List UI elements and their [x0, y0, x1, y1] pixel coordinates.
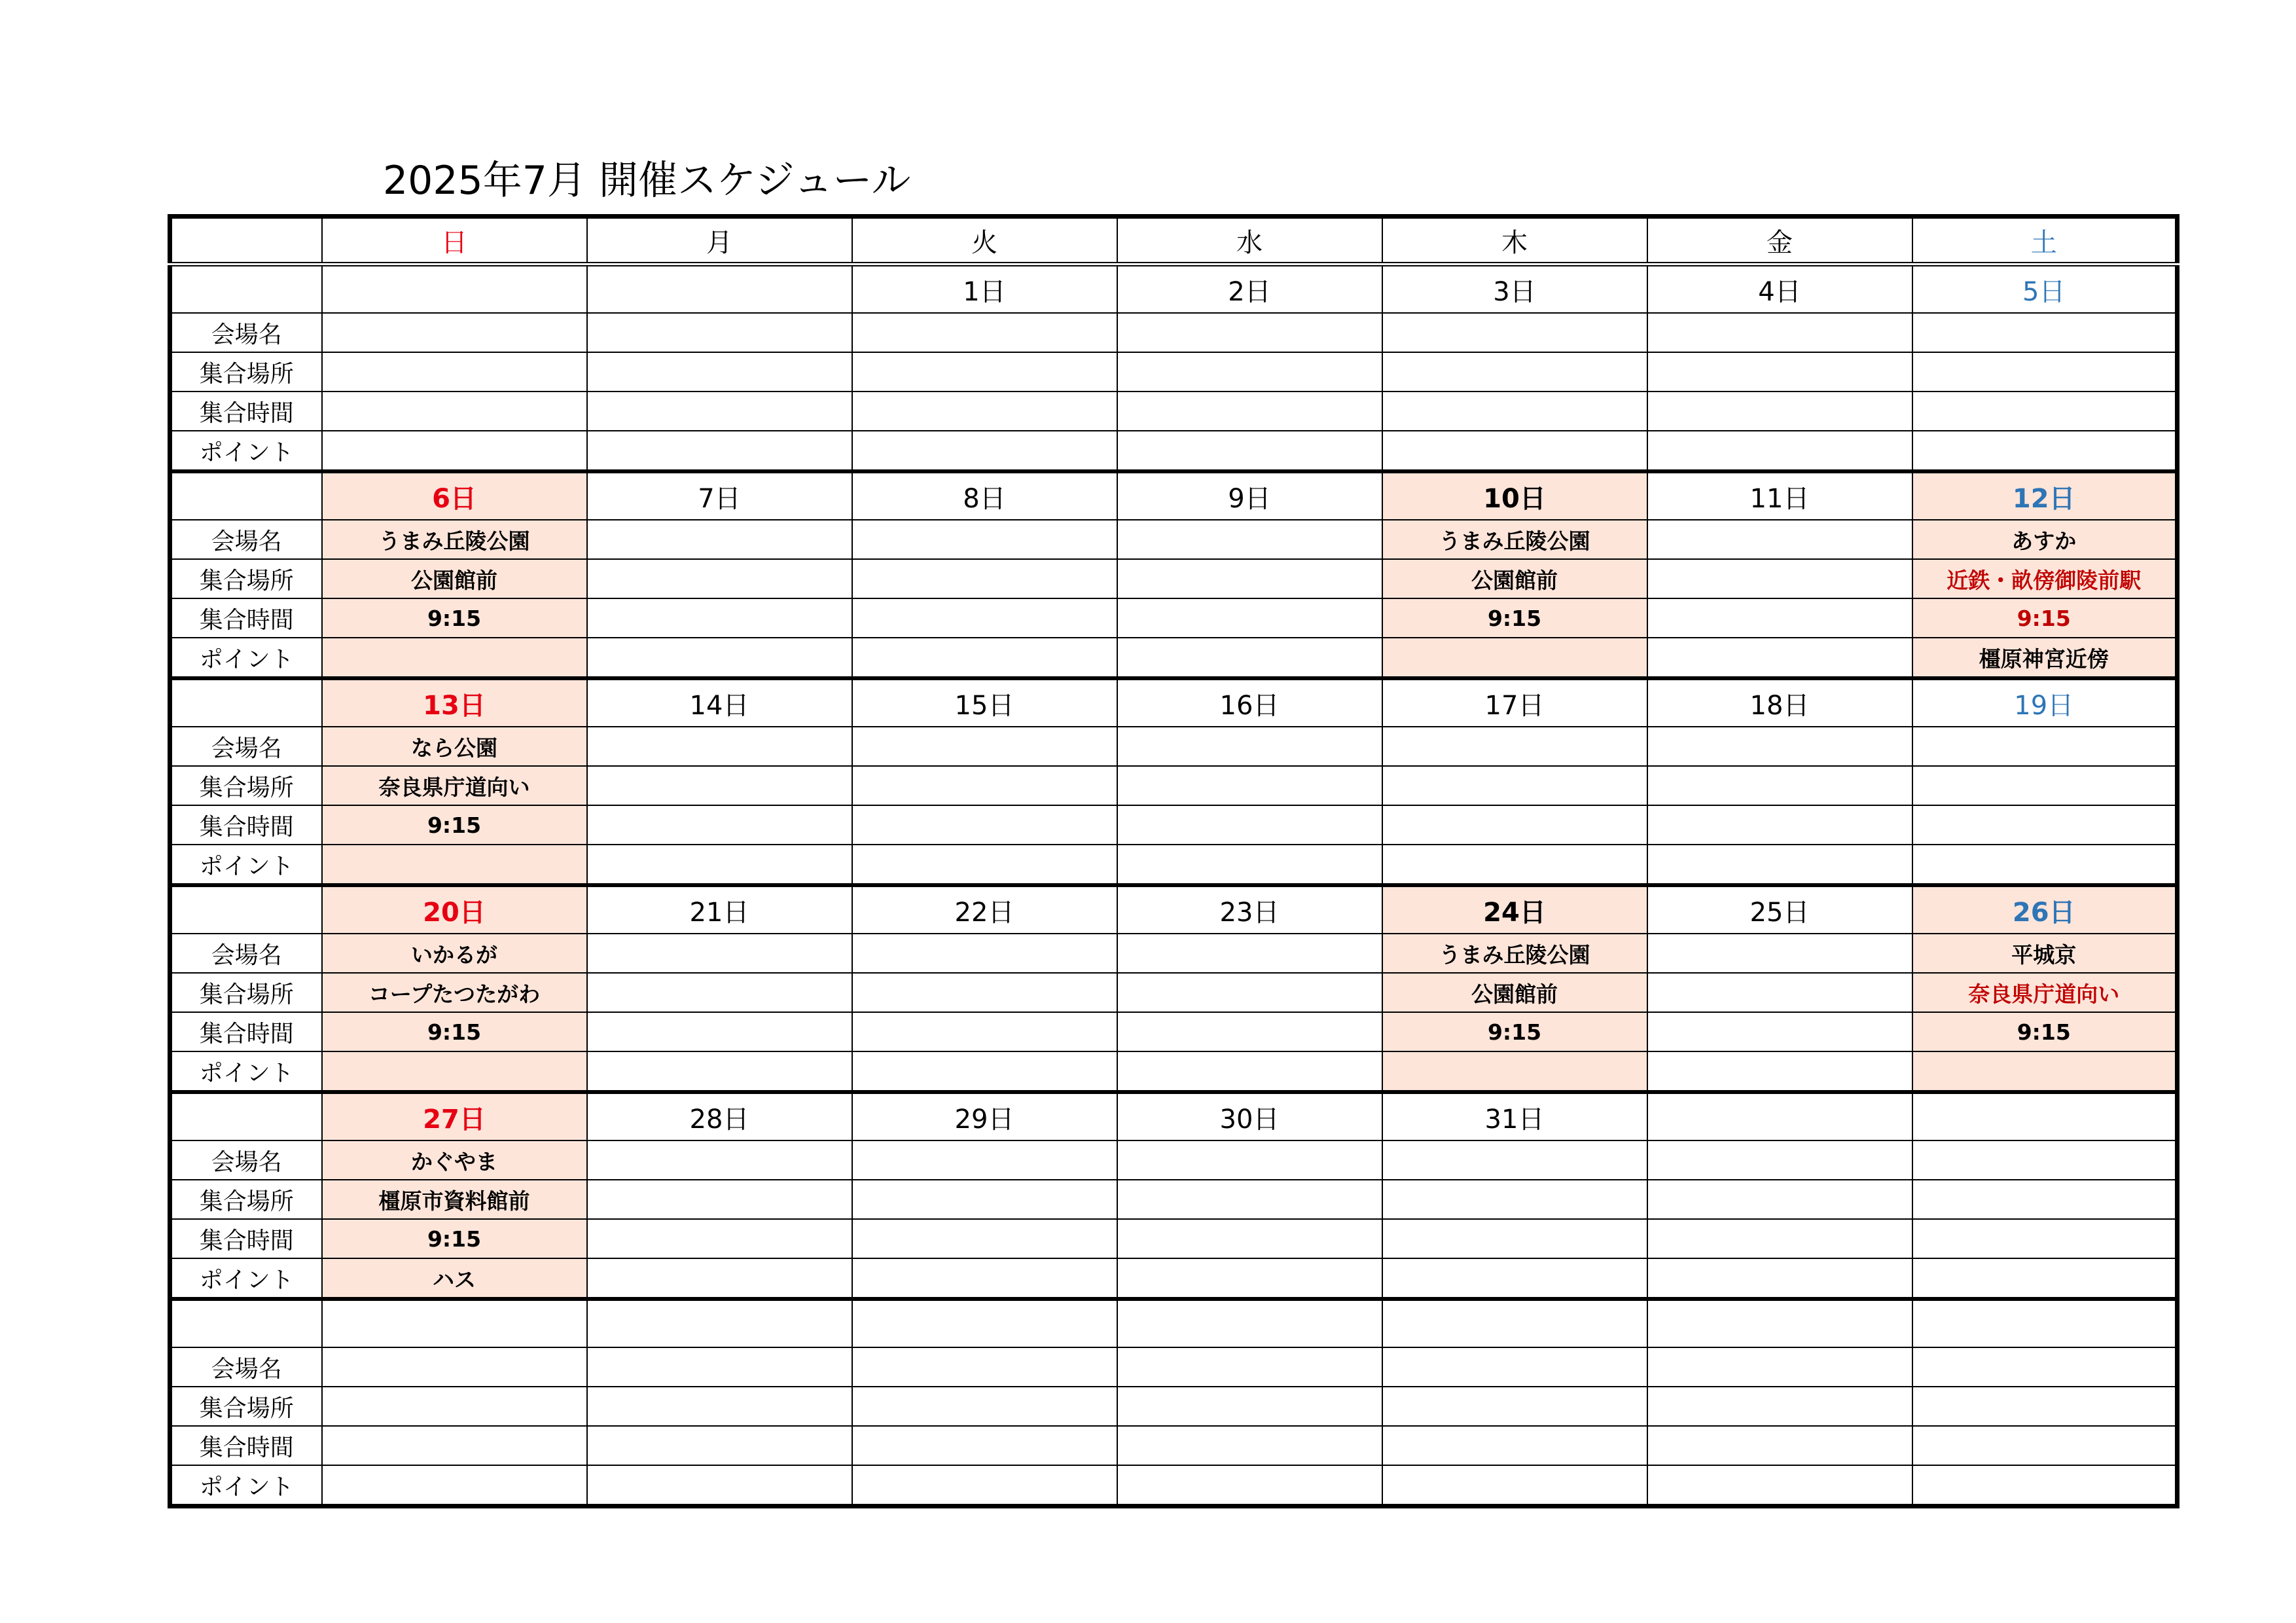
date-cell: 23日: [1117, 885, 1382, 934]
weekday-monday: 月: [587, 217, 852, 264]
row-label-point: ポイント: [170, 638, 322, 678]
venue-cell: [1912, 727, 2178, 766]
point-cell: [852, 1258, 1117, 1299]
meeting-place-cell: [1647, 559, 1912, 598]
meeting-time-cell: 9:15: [322, 1219, 587, 1258]
date-cell: [1912, 1299, 2178, 1347]
row-label-venue: 会場名: [170, 727, 322, 766]
info-row-venue: [170, 1347, 2178, 1387]
row-label-meeting-time: 集合時間: [170, 598, 322, 638]
date-cell: [1912, 1092, 2178, 1140]
point-cell: [1912, 845, 2178, 885]
week-label-cell: [170, 471, 322, 520]
meeting-place-cell: [322, 352, 587, 392]
point-cell: [1117, 638, 1382, 678]
date-cell: 21日: [587, 885, 852, 934]
venue-cell: [1647, 520, 1912, 559]
point-cell: [1382, 845, 1647, 885]
point-cell: [1117, 431, 1382, 471]
meeting-place-cell: [1117, 1180, 1382, 1219]
row-label-meeting-time: 集合時間: [170, 805, 322, 845]
venue-cell: [1117, 727, 1382, 766]
meeting-time-cell: [1117, 805, 1382, 845]
meeting-place-cell: [587, 1387, 852, 1426]
venue-cell: あすか: [1912, 520, 2178, 559]
page-title: 2025年7月 開催スケジュール: [383, 158, 911, 204]
meeting-place-cell: 公園館前: [322, 559, 587, 598]
row-label-point: ポイント: [170, 1465, 322, 1506]
venue-cell: [587, 520, 852, 559]
info-row-meeting-place: [170, 766, 2178, 805]
meeting-place-cell: [852, 766, 1117, 805]
meeting-place-cell: [852, 352, 1117, 392]
date-cell: [322, 1299, 587, 1347]
point-cell: [1382, 638, 1647, 678]
meeting-place-cell: [1647, 1180, 1912, 1219]
info-row-point: [170, 845, 2178, 885]
row-label-venue: 会場名: [170, 1347, 322, 1387]
point-cell: [322, 431, 587, 471]
meeting-place-cell: [1382, 766, 1647, 805]
weekday-wednesday: 水: [1117, 217, 1382, 264]
info-row-venue: [170, 1140, 2178, 1180]
meeting-place-cell: [587, 766, 852, 805]
point-cell: [852, 1465, 1117, 1506]
point-cell: ハス: [322, 1258, 587, 1299]
venue-cell: うまみ丘陵公園: [1382, 520, 1647, 559]
venue-cell: [322, 313, 587, 352]
venue-cell: [852, 727, 1117, 766]
point-cell: [322, 1051, 587, 1092]
point-cell: [1382, 431, 1647, 471]
meeting-time-cell: [1647, 805, 1912, 845]
date-cell: 17日: [1382, 678, 1647, 727]
point-cell: [1647, 1465, 1912, 1506]
info-row-meeting-time: [170, 1219, 2178, 1258]
point-cell: [1117, 1465, 1382, 1506]
meeting-place-cell: [1912, 352, 2178, 392]
weekday-friday: 金: [1647, 217, 1912, 264]
row-label-meeting-time: 集合時間: [170, 1426, 322, 1465]
weekday-header-row: [170, 217, 2178, 264]
row-label-meeting-place: 集合場所: [170, 766, 322, 805]
venue-cell: [1382, 1140, 1647, 1180]
info-row-meeting-place: [170, 1180, 2178, 1219]
point-cell: [587, 431, 852, 471]
meeting-time-cell: [1912, 1219, 2178, 1258]
week-label-cell: [170, 885, 322, 934]
point-cell: [1382, 1258, 1647, 1299]
date-cell: 5日: [1912, 264, 2178, 314]
point-cell: [1647, 1258, 1912, 1299]
weekday-saturday: 土: [1912, 217, 2178, 264]
meeting-place-cell: [1117, 352, 1382, 392]
weekday-sunday: 日: [322, 217, 587, 264]
meeting-time-cell: [852, 392, 1117, 431]
week-date-row: [170, 1092, 2178, 1140]
week-date-row: [170, 264, 2178, 314]
meeting-place-cell: [1382, 1387, 1647, 1426]
point-cell: [322, 845, 587, 885]
venue-cell: うまみ丘陵公園: [1382, 934, 1647, 973]
meeting-time-cell: [1382, 392, 1647, 431]
meeting-time-cell: [852, 805, 1117, 845]
date-cell: [1117, 1299, 1382, 1347]
point-cell: [587, 1051, 852, 1092]
row-label-meeting-place: 集合場所: [170, 559, 322, 598]
meeting-time-cell: [322, 392, 587, 431]
row-label-venue: 会場名: [170, 934, 322, 973]
date-cell: [1647, 1299, 1912, 1347]
point-cell: [1647, 431, 1912, 471]
venue-cell: [1647, 1347, 1912, 1387]
row-label-meeting-place: 集合場所: [170, 352, 322, 392]
point-cell: [1912, 431, 2178, 471]
date-cell: [1647, 1092, 1912, 1140]
meeting-time-cell: [1117, 392, 1382, 431]
meeting-time-cell: 9:15: [322, 598, 587, 638]
venue-cell: [587, 1140, 852, 1180]
row-label-venue: 会場名: [170, 313, 322, 352]
meeting-place-cell: [587, 1180, 852, 1219]
meeting-place-cell: [1117, 766, 1382, 805]
date-cell: 3日: [1382, 264, 1647, 314]
meeting-time-cell: [1117, 1219, 1382, 1258]
point-cell: [1117, 1258, 1382, 1299]
date-cell: 22日: [852, 885, 1117, 934]
meeting-place-cell: [1647, 352, 1912, 392]
venue-cell: [1117, 1347, 1382, 1387]
info-row-meeting-place: [170, 352, 2178, 392]
date-cell: 9日: [1117, 471, 1382, 520]
point-cell: [852, 638, 1117, 678]
meeting-place-cell: 公園館前: [1382, 559, 1647, 598]
week-date-row: [170, 885, 2178, 934]
meeting-place-cell: [852, 1180, 1117, 1219]
venue-cell: [1382, 727, 1647, 766]
week-label-cell: [170, 1092, 322, 1140]
date-cell: 28日: [587, 1092, 852, 1140]
point-cell: [1117, 1051, 1382, 1092]
point-cell: 橿原神宮近傍: [1912, 638, 2178, 678]
date-cell: 25日: [1647, 885, 1912, 934]
point-cell: [1647, 1051, 1912, 1092]
point-cell: [1912, 1051, 2178, 1092]
date-cell: 15日: [852, 678, 1117, 727]
row-label-point: ポイント: [170, 845, 322, 885]
meeting-time-cell: [1912, 1426, 2178, 1465]
week-date-row: [170, 678, 2178, 727]
info-row-venue: [170, 727, 2178, 766]
row-label-venue: 会場名: [170, 520, 322, 559]
info-row-meeting-time: [170, 1012, 2178, 1051]
meeting-time-cell: 9:15: [1912, 598, 2178, 638]
week-label-cell: [170, 678, 322, 727]
date-cell: 12日: [1912, 471, 2178, 520]
meeting-time-cell: [1647, 1426, 1912, 1465]
meeting-time-cell: [587, 392, 852, 431]
info-row-point: [170, 431, 2178, 471]
meeting-place-cell: 奈良県庁道向い: [1912, 973, 2178, 1012]
venue-cell: [587, 727, 852, 766]
info-row-point: [170, 1465, 2178, 1506]
venue-cell: [1912, 313, 2178, 352]
venue-cell: [322, 1347, 587, 1387]
meeting-time-cell: [587, 1426, 852, 1465]
point-cell: [587, 1258, 852, 1299]
meeting-place-cell: [322, 1387, 587, 1426]
venue-cell: いかるが: [322, 934, 587, 973]
info-row-meeting-place: [170, 559, 2178, 598]
date-cell: 1日: [852, 264, 1117, 314]
date-cell: 31日: [1382, 1092, 1647, 1140]
header-corner-cell: [170, 217, 322, 264]
meeting-time-cell: 9:15: [322, 805, 587, 845]
venue-cell: [852, 934, 1117, 973]
meeting-time-cell: [852, 1426, 1117, 1465]
venue-cell: [1117, 313, 1382, 352]
venue-cell: [587, 934, 852, 973]
date-cell: 8日: [852, 471, 1117, 520]
meeting-place-cell: [1382, 352, 1647, 392]
point-cell: [1912, 1465, 2178, 1506]
date-cell: 6日: [322, 471, 587, 520]
point-cell: [852, 431, 1117, 471]
point-cell: [852, 845, 1117, 885]
point-cell: [1382, 1051, 1647, 1092]
date-cell: [852, 1299, 1117, 1347]
meeting-time-cell: [852, 1219, 1117, 1258]
row-label-meeting-time: 集合時間: [170, 392, 322, 431]
venue-cell: 平城京: [1912, 934, 2178, 973]
info-row-meeting-time: [170, 392, 2178, 431]
meeting-place-cell: [1382, 1180, 1647, 1219]
meeting-time-cell: 9:15: [1912, 1012, 2178, 1051]
row-label-meeting-time: 集合時間: [170, 1219, 322, 1258]
meeting-time-cell: 9:15: [322, 1012, 587, 1051]
meeting-time-cell: [1912, 805, 2178, 845]
meeting-place-cell: 奈良県庁道向い: [322, 766, 587, 805]
venue-cell: [1117, 520, 1382, 559]
point-cell: [587, 1465, 852, 1506]
meeting-place-cell: [1117, 1387, 1382, 1426]
venue-cell: [1647, 727, 1912, 766]
venue-cell: かぐやま: [322, 1140, 587, 1180]
row-label-venue: 会場名: [170, 1140, 322, 1180]
info-row-point: [170, 638, 2178, 678]
meeting-place-cell: [852, 1387, 1117, 1426]
date-cell: 20日: [322, 885, 587, 934]
venue-cell: [1382, 1347, 1647, 1387]
date-cell: 10日: [1382, 471, 1647, 520]
meeting-time-cell: [1647, 1012, 1912, 1051]
meeting-time-cell: [852, 1012, 1117, 1051]
venue-cell: [1912, 1140, 2178, 1180]
meeting-time-cell: [587, 805, 852, 845]
meeting-place-cell: [1912, 1180, 2178, 1219]
venue-cell: [852, 1347, 1117, 1387]
meeting-time-cell: [1117, 1012, 1382, 1051]
info-row-point: [170, 1258, 2178, 1299]
meeting-time-cell: [1382, 1219, 1647, 1258]
meeting-place-cell: [587, 559, 852, 598]
venue-cell: [1647, 313, 1912, 352]
info-row-point: [170, 1051, 2178, 1092]
meeting-place-cell: [1117, 973, 1382, 1012]
venue-cell: [1117, 1140, 1382, 1180]
meeting-place-cell: [1117, 559, 1382, 598]
meeting-time-cell: 9:15: [1382, 598, 1647, 638]
meeting-place-cell: [1647, 1387, 1912, 1426]
date-cell: 4日: [1647, 264, 1912, 314]
meeting-place-cell: [1912, 1387, 2178, 1426]
point-cell: [587, 638, 852, 678]
meeting-time-cell: 9:15: [1382, 1012, 1647, 1051]
row-label-point: ポイント: [170, 1051, 322, 1092]
date-cell: 19日: [1912, 678, 2178, 727]
meeting-time-cell: [587, 1219, 852, 1258]
point-cell: [1382, 1465, 1647, 1506]
venue-cell: [587, 1347, 852, 1387]
meeting-time-cell: [1382, 1426, 1647, 1465]
row-label-meeting-time: 集合時間: [170, 1012, 322, 1051]
date-cell: 14日: [587, 678, 852, 727]
venue-cell: うまみ丘陵公園: [322, 520, 587, 559]
info-row-meeting-time: [170, 598, 2178, 638]
venue-cell: [1912, 1347, 2178, 1387]
meeting-place-cell: [852, 973, 1117, 1012]
meeting-time-cell: [1117, 598, 1382, 638]
date-cell: 13日: [322, 678, 587, 727]
meeting-place-cell: コープたつたがわ: [322, 973, 587, 1012]
week-label-cell: [170, 264, 322, 314]
date-cell: [587, 264, 852, 314]
info-row-meeting-place: [170, 1387, 2178, 1426]
meeting-time-cell: [1647, 392, 1912, 431]
weekday-tuesday: 火: [852, 217, 1117, 264]
info-row-meeting-place: [170, 973, 2178, 1012]
date-cell: [587, 1299, 852, 1347]
venue-cell: なら公園: [322, 727, 587, 766]
meeting-place-cell: [1647, 973, 1912, 1012]
meeting-time-cell: [587, 1012, 852, 1051]
date-cell: 30日: [1117, 1092, 1382, 1140]
meeting-time-cell: [852, 598, 1117, 638]
venue-cell: [1117, 934, 1382, 973]
meeting-place-cell: [1647, 766, 1912, 805]
point-cell: [322, 1465, 587, 1506]
info-row-venue: [170, 934, 2178, 973]
schedule-calendar: [168, 214, 2179, 1508]
meeting-time-cell: [322, 1426, 587, 1465]
date-cell: 11日: [1647, 471, 1912, 520]
weekday-thursday: 木: [1382, 217, 1647, 264]
venue-cell: [1647, 1140, 1912, 1180]
date-cell: 18日: [1647, 678, 1912, 727]
date-cell: 26日: [1912, 885, 2178, 934]
venue-cell: [852, 1140, 1117, 1180]
info-row-venue: [170, 313, 2178, 352]
week-date-row: [170, 1299, 2178, 1347]
date-cell: 29日: [852, 1092, 1117, 1140]
point-cell: [852, 1051, 1117, 1092]
meeting-time-cell: [587, 598, 852, 638]
point-cell: [1117, 845, 1382, 885]
meeting-place-cell: 近鉄・畝傍御陵前駅: [1912, 559, 2178, 598]
date-cell: 16日: [1117, 678, 1382, 727]
row-label-meeting-place: 集合場所: [170, 973, 322, 1012]
row-label-meeting-place: 集合場所: [170, 1387, 322, 1426]
date-cell: 24日: [1382, 885, 1647, 934]
meeting-place-cell: [1912, 766, 2178, 805]
venue-cell: [1382, 313, 1647, 352]
row-label-meeting-place: 集合場所: [170, 1180, 322, 1219]
meeting-place-cell: [587, 973, 852, 1012]
meeting-time-cell: [1117, 1426, 1382, 1465]
venue-cell: [1647, 934, 1912, 973]
date-cell: 27日: [322, 1092, 587, 1140]
meeting-place-cell: 橿原市資料館前: [322, 1180, 587, 1219]
info-row-meeting-time: [170, 805, 2178, 845]
point-cell: [587, 845, 852, 885]
point-cell: [1647, 638, 1912, 678]
meeting-time-cell: [1912, 392, 2178, 431]
row-label-point: ポイント: [170, 1258, 322, 1299]
meeting-time-cell: [1382, 805, 1647, 845]
info-row-meeting-time: [170, 1426, 2178, 1465]
meeting-place-cell: [852, 559, 1117, 598]
info-row-venue: [170, 520, 2178, 559]
week-label-cell: [170, 1299, 322, 1347]
date-cell: [1382, 1299, 1647, 1347]
point-cell: [322, 638, 587, 678]
point-cell: [1912, 1258, 2178, 1299]
row-label-point: ポイント: [170, 431, 322, 471]
meeting-time-cell: [1647, 1219, 1912, 1258]
week-date-row: [170, 471, 2178, 520]
venue-cell: [587, 313, 852, 352]
meeting-place-cell: [587, 352, 852, 392]
date-cell: 2日: [1117, 264, 1382, 314]
date-cell: 7日: [587, 471, 852, 520]
meeting-place-cell: 公園館前: [1382, 973, 1647, 1012]
meeting-time-cell: [1647, 598, 1912, 638]
date-cell: [322, 264, 587, 314]
point-cell: [1647, 845, 1912, 885]
venue-cell: [852, 520, 1117, 559]
venue-cell: [852, 313, 1117, 352]
